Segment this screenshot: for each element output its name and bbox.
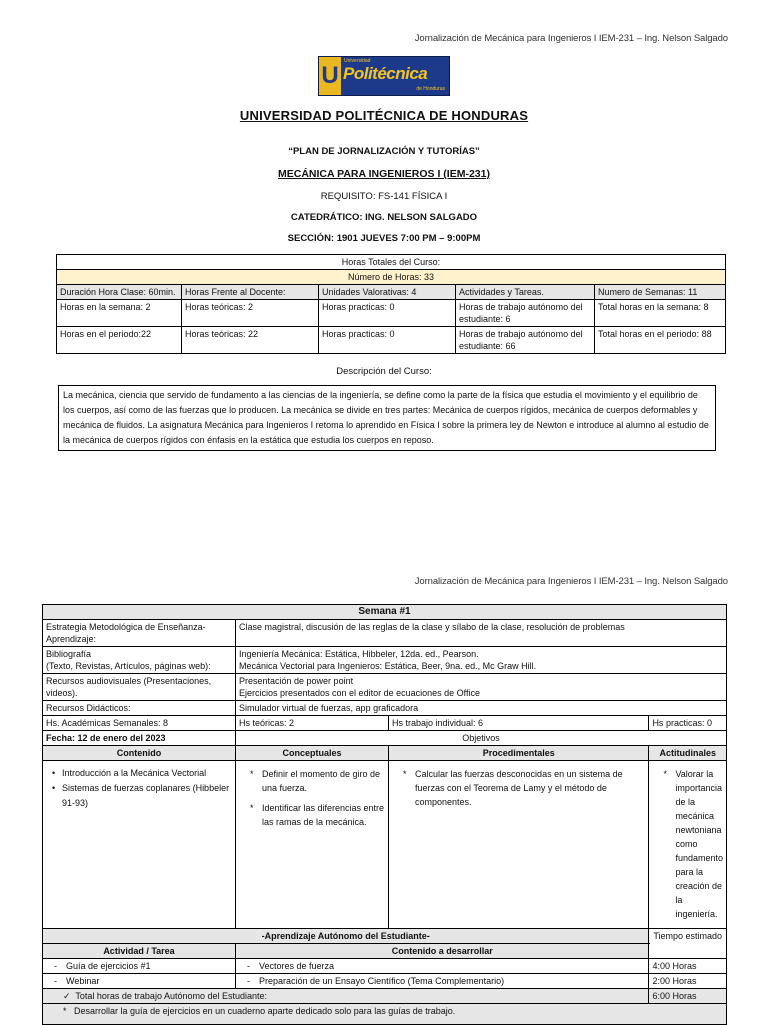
hours-row — [57, 300, 726, 327]
logo-letter: U — [319, 57, 341, 95]
hours-cell: Horas practicas: 0 — [319, 327, 456, 354]
week-table — [42, 604, 727, 1025]
logo-sub-text: de Honduras — [416, 86, 445, 92]
requisite: REQUISITO: FS-141 FÍSICA I — [320, 191, 448, 202]
week-date: Fecha: 12 de enero del 2023 — [43, 731, 236, 746]
av-label: Recursos audiovisuales (Presentaciones, videos). — [43, 674, 236, 701]
attitudinal-item: * Valorar la importancia de la mecánica newtoniana como fundamento para la creación de la ingeniería. — [675, 767, 723, 921]
col-conceptual: Conceptuales — [236, 746, 389, 761]
week-title: Semana #1 — [43, 605, 727, 620]
logo-top-text: Universidad — [344, 58, 371, 64]
hours-cell: Total horas en la semana: 8 — [595, 300, 726, 327]
asterisk-icon: * — [63, 1006, 67, 1016]
autonomous-title: -Aprendizaje Autónomo del Estudiante- — [43, 929, 649, 944]
strategy-value: Clase magistral, discusión de las reglas de la clase y sílabo de la clase, resolución de problemas — [236, 620, 727, 647]
activity-task: - Webinar — [46, 975, 232, 987]
content-dev-label: Contenido a desarrollar — [236, 944, 649, 959]
procedural-item: * Calcular las fuerzas desconocidas en un sistema de fuerzas con el Teorema de Lamy y el método de componentes. — [415, 767, 645, 809]
activity-time: 4:00 Horas — [649, 959, 727, 974]
check-icon: ✓ — [63, 991, 71, 1001]
hours-cell: Horas de trabajo autónomo del estudiante: 66 — [456, 327, 595, 354]
hs-individual: Hs trabajo individual: 6 — [389, 716, 649, 731]
hours-cell: Numero de Semanas: 11 — [595, 285, 726, 300]
hours-cell: Horas Frente al Docente: — [182, 285, 319, 300]
university-logo — [318, 56, 450, 96]
conceptual-item: * Definir el momento de giro de una fuerza. — [262, 767, 385, 795]
hours-cell: Unidades Valorativas: 4 — [319, 285, 456, 300]
didactic-label: Recursos Didácticos: — [43, 701, 236, 716]
strategy-label: Estrategia Metodológica de Enseñanza-Aprendizaje: — [43, 620, 236, 647]
hours-table — [56, 254, 726, 354]
content-item: • Sistemas de fuerzas coplanares (Hibbeler 91-93) — [62, 781, 232, 811]
hours-cell: Horas en la semana: 2 — [57, 300, 182, 327]
conceptual-item: * Identificar las diferencias entre las ramas de la mecánica. — [262, 801, 385, 829]
time-label: Tiempo estimado — [649, 929, 727, 959]
hours-cell: Total horas en el periodo: 88 — [595, 327, 726, 354]
hours-cell: Horas en el periodo:22 — [57, 327, 182, 354]
hours-cell: Horas teóricas: 2 — [182, 300, 319, 327]
teacher: CATEDRÁTICO: ING. NELSON SALGADO — [290, 212, 478, 223]
col-procedural: Procedimentales — [389, 746, 649, 761]
hs-theory: Hs teóricas: 2 — [236, 716, 389, 731]
activity-label: Actividad / Tarea — [43, 944, 236, 959]
av-item: Presentación de power point — [239, 676, 354, 686]
av-item: Ejercicios presentados con el editor de ecuaciones de Office — [239, 688, 480, 698]
hs-academic: Hs. Académicas Semanales: 8 — [43, 716, 236, 731]
activity-task: - Guía de ejercicios #1 — [46, 960, 232, 972]
didactic-value: Simulador virtual de fuerzas, app graficadora — [236, 701, 727, 716]
hours-row — [57, 327, 726, 354]
hours-cell: Duración Hora Clase: 60min. — [57, 285, 182, 300]
course-title: MECÁNICA PARA INGENIEROS I (IEM-231) — [278, 168, 490, 180]
total-label: Total horas de trabajo Autónomo del Estudiante: — [75, 991, 268, 1001]
hours-row — [57, 285, 726, 300]
activity-content: - Preparación de un Ensayo Científico (Tema Complementario) — [239, 975, 645, 987]
hours-number: Número de Horas: 33 — [57, 270, 726, 285]
col-attitudinal: Actitudinales — [649, 746, 727, 761]
total-time: 6:00 Horas — [649, 989, 727, 1004]
activity-time: 2:00 Horas — [649, 974, 727, 989]
hours-cell: Horas teóricas: 22 — [182, 327, 319, 354]
hours-cell: Horas practicas: 0 — [319, 300, 456, 327]
hours-cell: Actividades y Tareas. — [456, 285, 595, 300]
hs-practice: Hs practicas: 0 — [649, 716, 727, 731]
logo-main-text: Politécnica — [343, 64, 428, 83]
week-note: Desarrollar la guía de ejercicios en un cuaderno aparte dedicado solo para las guías de trabajo. — [74, 1006, 456, 1016]
activity-content: - Vectores de fuerza — [239, 960, 645, 972]
biblio-item: Mecánica Vectorial para Ingenieros: Estática, Beer, 9na. ed., Mc Graw Hill. — [239, 661, 537, 671]
biblio-label: Bibliografía — [46, 649, 92, 659]
section: SECCIÓN: 1901 JUEVES 7:00 PM – 9:00PM — [287, 233, 481, 244]
hours-title: Horas Totales del Curso: — [57, 255, 726, 270]
biblio-label-sub: (Texto, Revistas, Artículos, páginas web): — [46, 661, 211, 671]
objectives-label: Objetivos — [236, 731, 727, 746]
page-header: Jornalización de Mecánica para Ingenieros I IEM-231 – Ing. Nelson Salgado — [414, 33, 728, 44]
biblio-item: Ingeniería Mecánica: Estática, Hibbeler, 12da. ed., Pearson. — [239, 649, 479, 659]
university-title: UNIVERSIDAD POLITÉCNICA DE HONDURAS — [239, 108, 529, 123]
description-label: Descripción del Curso: — [336, 366, 432, 377]
hours-cell: Horas de trabajo autónomo del estudiante: 6 — [456, 300, 595, 327]
plan-title: “PLAN DE JORNALIZACIÓN Y TUTORÍAS” — [288, 146, 480, 157]
col-content: Contenido — [43, 746, 236, 761]
content-item: • Introducción a la Mecánica Vectorial — [62, 766, 232, 781]
page-header-2: Jornalización de Mecánica para Ingenieros I IEM-231 – Ing. Nelson Salgado — [414, 576, 728, 587]
course-description: La mecánica, ciencia que servido de fundamento a las ciencias de la ingeniería, se define como la parte de la física que estudia el movimiento y el equilibrio de los cuerpos, así como de las fuerzas que lo producen. La mecánica se divide en tres partes: Mecánica de cuerpos rígidos, mecánica de cuerpos deformables y mecánica de fluidos. La asignatura Mecánica para Ingenieros I retoma lo aprendido en Física I sobre la primera ley de Newton e introduce al alumno al estudio de la mecánica de cuerpos rígidos con énfasis en la estática que estudia los cuerpos en reposo. — [58, 385, 716, 451]
